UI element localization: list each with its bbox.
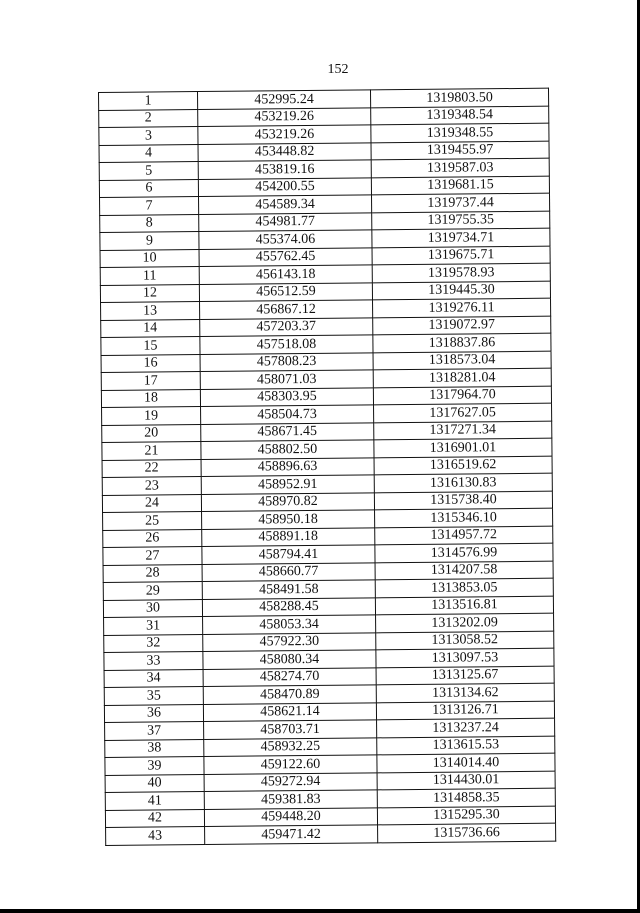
point-number-cell: 35 <box>104 687 203 705</box>
point-number-cell: 3 <box>99 127 198 145</box>
x-coordinate-cell: 456512.59 <box>199 282 372 301</box>
page-number: 152 <box>327 62 349 77</box>
x-coordinate-cell: 458303.95 <box>200 387 373 406</box>
x-coordinate-cell: 458952.91 <box>201 475 374 494</box>
x-coordinate-cell: 458504.73 <box>201 405 374 424</box>
y-coordinate-cell: 1316519.62 <box>374 456 552 475</box>
x-coordinate-cell: 458288.45 <box>202 597 375 616</box>
y-coordinate-cell: 1319445.30 <box>372 281 550 300</box>
x-coordinate-cell: 458080.34 <box>203 650 376 669</box>
point-number-cell: 28 <box>103 564 202 582</box>
point-number-cell: 37 <box>105 722 204 740</box>
y-coordinate-cell: 1313125.67 <box>376 666 554 685</box>
coordinate-table <box>98 88 556 846</box>
x-coordinate-cell: 459122.60 <box>204 755 377 774</box>
point-number-cell: 16 <box>101 354 200 372</box>
x-coordinate-cell: 458660.77 <box>202 562 375 581</box>
point-number-cell: 23 <box>102 477 201 495</box>
x-coordinate-cell: 457518.08 <box>200 335 373 354</box>
point-number-cell: 21 <box>102 442 201 460</box>
y-coordinate-cell: 1319675.71 <box>372 246 550 265</box>
point-number-cell: 19 <box>102 407 201 425</box>
coordinate-table-body <box>99 88 556 845</box>
point-number-cell: 7 <box>100 197 199 215</box>
y-coordinate-cell: 1314430.01 <box>377 771 555 790</box>
y-coordinate-cell: 1319803.50 <box>370 88 548 107</box>
x-coordinate-cell: 458802.50 <box>201 440 374 459</box>
table-row <box>106 823 556 845</box>
y-coordinate-cell: 1313058.52 <box>376 631 554 650</box>
x-coordinate-cell: 458950.18 <box>202 510 375 529</box>
x-coordinate-cell: 458896.63 <box>201 457 374 476</box>
point-number-cell: 11 <box>100 267 199 285</box>
y-coordinate-cell: 1319348.55 <box>371 123 549 142</box>
y-coordinate-cell: 1317627.05 <box>374 403 552 422</box>
x-coordinate-cell: 459448.20 <box>204 807 377 826</box>
y-coordinate-cell: 1319348.54 <box>371 106 549 125</box>
point-number-cell: 4 <box>99 144 198 162</box>
x-coordinate-cell: 459471.42 <box>205 825 378 844</box>
y-coordinate-cell: 1315736.66 <box>378 823 556 842</box>
point-number-cell: 42 <box>105 809 204 827</box>
y-coordinate-cell: 1319455.97 <box>371 141 549 160</box>
x-coordinate-cell: 453448.82 <box>198 142 371 161</box>
y-coordinate-cell: 1319578.93 <box>372 263 550 282</box>
x-coordinate-cell: 458274.70 <box>203 667 376 686</box>
point-number-cell: 8 <box>100 214 199 232</box>
y-coordinate-cell: 1313202.09 <box>376 613 554 632</box>
y-coordinate-cell: 1314957.72 <box>375 526 553 545</box>
y-coordinate-cell: 1316901.01 <box>374 438 552 457</box>
y-coordinate-cell: 1319681.15 <box>371 176 549 195</box>
y-coordinate-cell: 1313516.81 <box>375 596 553 615</box>
x-coordinate-cell: 458932.25 <box>204 737 377 756</box>
y-coordinate-cell: 1319755.35 <box>372 211 550 230</box>
point-number-cell: 6 <box>99 179 198 197</box>
point-number-cell: 18 <box>101 389 200 407</box>
point-number-cell: 31 <box>104 617 203 635</box>
point-number-cell: 1 <box>99 92 198 110</box>
y-coordinate-cell: 1318573.04 <box>373 351 551 370</box>
point-number-cell: 41 <box>105 792 204 810</box>
x-coordinate-cell: 453219.26 <box>198 107 371 126</box>
x-coordinate-cell: 456867.12 <box>200 300 373 319</box>
point-number-cell: 40 <box>105 774 204 792</box>
x-coordinate-cell: 453219.26 <box>198 125 371 144</box>
point-number-cell: 29 <box>103 582 202 600</box>
y-coordinate-cell: 1319734.71 <box>372 228 550 247</box>
x-coordinate-cell: 455374.06 <box>199 230 372 249</box>
point-number-cell: 27 <box>103 547 202 565</box>
point-number-cell: 22 <box>102 459 201 477</box>
x-coordinate-cell: 457808.23 <box>200 352 373 371</box>
x-coordinate-cell: 453819.16 <box>198 160 371 179</box>
y-coordinate-cell: 1313237.24 <box>377 718 555 737</box>
point-number-cell: 20 <box>102 424 201 442</box>
x-coordinate-cell: 458621.14 <box>203 702 376 721</box>
point-number-cell: 24 <box>102 494 201 512</box>
point-number-cell: 36 <box>104 704 203 722</box>
y-coordinate-cell: 1313126.71 <box>376 701 554 720</box>
x-coordinate-cell: 458671.45 <box>201 422 374 441</box>
y-coordinate-cell: 1315295.30 <box>377 806 555 825</box>
x-coordinate-cell: 458891.18 <box>202 527 375 546</box>
coordinate-table-wrapper <box>98 88 555 846</box>
y-coordinate-cell: 1313097.53 <box>376 648 554 667</box>
y-coordinate-cell: 1313615.53 <box>377 736 555 755</box>
scan-edge-bottom <box>0 909 640 913</box>
x-coordinate-cell: 458491.58 <box>202 580 375 599</box>
y-coordinate-cell: 1318281.04 <box>373 368 551 387</box>
point-number-cell: 12 <box>100 284 199 302</box>
y-coordinate-cell: 1315738.40 <box>374 491 552 510</box>
y-coordinate-cell: 1314014.40 <box>377 753 555 772</box>
x-coordinate-cell: 454200.55 <box>198 177 371 196</box>
y-coordinate-cell: 1319587.03 <box>371 158 549 177</box>
x-coordinate-cell: 454981.77 <box>199 212 372 231</box>
y-coordinate-cell: 1317271.34 <box>374 421 552 440</box>
point-number-cell: 26 <box>103 529 202 547</box>
point-number-cell: 9 <box>100 232 199 250</box>
y-coordinate-cell: 1317964.70 <box>373 386 551 405</box>
point-number-cell: 13 <box>101 302 200 320</box>
x-coordinate-cell: 458970.82 <box>201 492 374 511</box>
x-coordinate-cell: 455762.45 <box>199 247 372 266</box>
point-number-cell: 15 <box>101 337 200 355</box>
point-number-cell: 38 <box>105 739 204 757</box>
point-number-cell: 33 <box>104 652 203 670</box>
point-number-cell: 2 <box>99 109 198 127</box>
y-coordinate-cell: 1314576.99 <box>375 543 553 562</box>
point-number-cell: 14 <box>101 319 200 337</box>
point-number-cell: 32 <box>104 634 203 652</box>
point-number-cell: 25 <box>103 512 202 530</box>
x-coordinate-cell: 452995.24 <box>198 90 371 109</box>
point-number-cell: 5 <box>99 162 198 180</box>
x-coordinate-cell: 457922.30 <box>203 632 376 651</box>
y-coordinate-cell: 1315346.10 <box>375 508 553 527</box>
y-coordinate-cell: 1319737.44 <box>372 193 550 212</box>
y-coordinate-cell: 1316130.83 <box>374 473 552 492</box>
point-number-cell: 39 <box>105 757 204 775</box>
x-coordinate-cell: 459272.94 <box>204 772 377 791</box>
x-coordinate-cell: 454589.34 <box>199 195 372 214</box>
point-number-cell: 17 <box>101 372 200 390</box>
point-number-cell: 30 <box>103 599 202 617</box>
point-number-cell: 10 <box>100 249 199 267</box>
x-coordinate-cell: 458470.89 <box>203 685 376 704</box>
y-coordinate-cell: 1314207.58 <box>375 561 553 580</box>
point-number-cell: 34 <box>104 669 203 687</box>
y-coordinate-cell: 1313134.62 <box>376 683 554 702</box>
x-coordinate-cell: 458053.34 <box>203 615 376 634</box>
x-coordinate-cell: 458794.41 <box>202 545 375 564</box>
x-coordinate-cell: 458703.71 <box>204 720 377 739</box>
y-coordinate-cell: 1313853.05 <box>375 578 553 597</box>
point-number-cell: 43 <box>106 827 205 845</box>
x-coordinate-cell: 456143.18 <box>199 265 372 284</box>
y-coordinate-cell: 1314858.35 <box>377 788 555 807</box>
x-coordinate-cell: 458071.03 <box>200 370 373 389</box>
y-coordinate-cell: 1319072.97 <box>373 316 551 335</box>
x-coordinate-cell: 457203.37 <box>200 317 373 336</box>
y-coordinate-cell: 1319276.11 <box>373 298 551 317</box>
y-coordinate-cell: 1318837.86 <box>373 333 551 352</box>
x-coordinate-cell: 459381.83 <box>204 790 377 809</box>
